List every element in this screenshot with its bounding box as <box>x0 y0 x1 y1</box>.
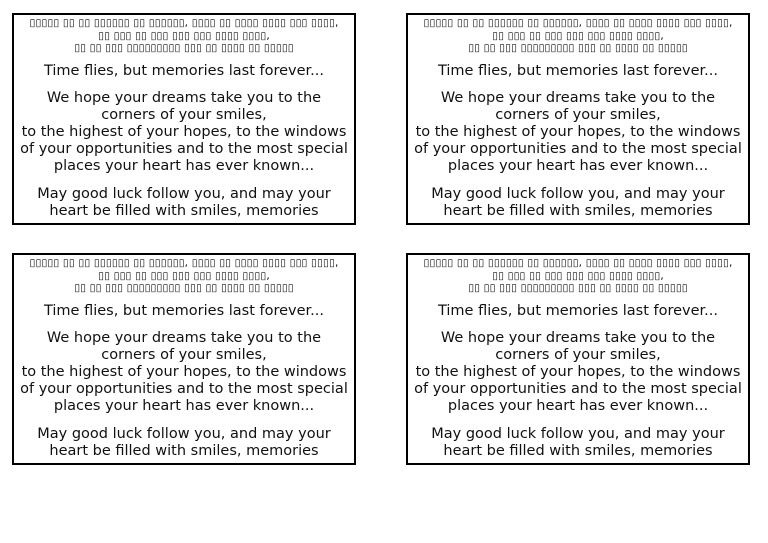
hindi-verse <box>414 257 742 295</box>
hindi-line: ▯▯▯▯▯ ▯▯ ▯▯ ▯▯▯▯▯▯ ▯▯ ▯▯▯▯▯▯, ▯▯▯▯ ▯▯ ▯▯▯▯ ▯▯▯▯ ▯▯▯ ▯▯▯▯, <box>29 257 339 269</box>
wish-line: to the highest of your hopes, to the windows of your opportunities and to the most special places your heart has ever known... <box>20 123 348 174</box>
hindi-verse <box>414 17 742 55</box>
hindi-line: ▯▯▯▯▯ ▯▯ ▯▯ ▯▯▯▯▯▯ ▯▯ ▯▯▯▯▯▯, ▯▯▯▯ ▯▯ ▯▯▯▯ ▯▯▯▯ ▯▯▯ ▯▯▯▯, <box>29 17 339 29</box>
tagline: Time flies, but memories last forever... <box>43 302 325 319</box>
tagline: Time flies, but memories last forever... <box>437 62 719 79</box>
hindi-line: ▯▯▯▯▯ ▯▯ ▯▯ ▯▯▯▯▯▯ ▯▯ ▯▯▯▯▯▯, ▯▯▯▯ ▯▯ ▯▯▯▯ ▯▯▯▯ ▯▯▯ ▯▯▯▯, <box>423 257 733 269</box>
hindi-line: ▯▯ ▯▯▯ ▯▯ ▯▯▯ ▯▯▯ ▯▯▯ ▯▯▯▯ ▯▯▯▯, <box>98 269 270 282</box>
luck-line: May good luck follow you, and may your <box>37 185 331 202</box>
hindi-verse <box>20 257 348 295</box>
hindi-verse <box>20 17 348 55</box>
hindi-line: ▯▯ ▯▯▯ ▯▯ ▯▯▯ ▯▯▯ ▯▯▯ ▯▯▯▯ ▯▯▯▯, <box>492 269 664 282</box>
luck-line: heart be filled with smiles, memories <box>443 442 713 459</box>
greeting-card-4 <box>406 253 750 465</box>
luck-line: heart be filled with smiles, memories <box>49 442 319 459</box>
luck-paragraph <box>414 186 742 220</box>
luck-line: May good luck follow you, and may your <box>431 425 725 442</box>
wish-paragraph <box>414 90 742 175</box>
hindi-line: ▯▯ ▯▯ ▯▯▯ ▯▯▯▯▯▯▯▯▯ ▯▯▯ ▯▯ ▯▯▯▯ ▯▯ ▯▯▯▯▯ <box>468 282 688 294</box>
luck-line: May good luck follow you, and may your <box>431 185 725 202</box>
hindi-line: ▯▯ ▯▯ ▯▯▯ ▯▯▯▯▯▯▯▯▯ ▯▯▯ ▯▯ ▯▯▯▯ ▯▯ ▯▯▯▯▯ <box>468 42 688 54</box>
wish-line: We hope your dreams take you to the corners of your smiles, <box>440 89 716 123</box>
wish-line: We hope your dreams take you to the corners of your smiles, <box>440 329 716 363</box>
wish-paragraph <box>20 90 348 175</box>
hindi-line: ▯▯ ▯▯▯ ▯▯ ▯▯▯ ▯▯▯ ▯▯▯ ▯▯▯▯ ▯▯▯▯, <box>492 29 664 42</box>
wish-line: to the highest of your hopes, to the windows of your opportunities and to the most special places your heart has ever known... <box>20 363 348 414</box>
hindi-line: ▯▯ ▯▯ ▯▯▯ ▯▯▯▯▯▯▯▯▯ ▯▯▯ ▯▯ ▯▯▯▯ ▯▯ ▯▯▯▯▯ <box>74 282 294 294</box>
greeting-card-2 <box>406 13 750 225</box>
tagline: Time flies, but memories last forever... <box>437 302 719 319</box>
hindi-line: ▯▯▯▯▯ ▯▯ ▯▯ ▯▯▯▯▯▯ ▯▯ ▯▯▯▯▯▯, ▯▯▯▯ ▯▯ ▯▯▯▯ ▯▯▯▯ ▯▯▯ ▯▯▯▯, <box>423 17 733 29</box>
luck-paragraph <box>414 426 742 460</box>
luck-line: May good luck follow you, and may your <box>37 425 331 442</box>
wish-line: to the highest of your hopes, to the windows of your opportunities and to the most special places your heart has ever known... <box>414 363 742 414</box>
tagline: Time flies, but memories last forever... <box>43 62 325 79</box>
wish-line: We hope your dreams take you to the corners of your smiles, <box>46 329 322 363</box>
wish-paragraph <box>414 330 742 415</box>
wish-line: We hope your dreams take you to the corners of your smiles, <box>46 89 322 123</box>
luck-line: heart be filled with smiles, memories <box>49 202 319 219</box>
wish-line: to the highest of your hopes, to the windows of your opportunities and to the most special places your heart has ever known... <box>414 123 742 174</box>
luck-paragraph <box>20 186 348 220</box>
hindi-line: ▯▯ ▯▯ ▯▯▯ ▯▯▯▯▯▯▯▯▯ ▯▯▯ ▯▯ ▯▯▯▯ ▯▯ ▯▯▯▯▯ <box>74 42 294 54</box>
greeting-card-3 <box>12 253 356 465</box>
luck-paragraph <box>20 426 348 460</box>
luck-line: heart be filled with smiles, memories <box>443 202 713 219</box>
wish-paragraph <box>20 330 348 415</box>
hindi-line: ▯▯ ▯▯▯ ▯▯ ▯▯▯ ▯▯▯ ▯▯▯ ▯▯▯▯ ▯▯▯▯, <box>98 29 270 42</box>
greeting-card-1 <box>12 13 356 225</box>
